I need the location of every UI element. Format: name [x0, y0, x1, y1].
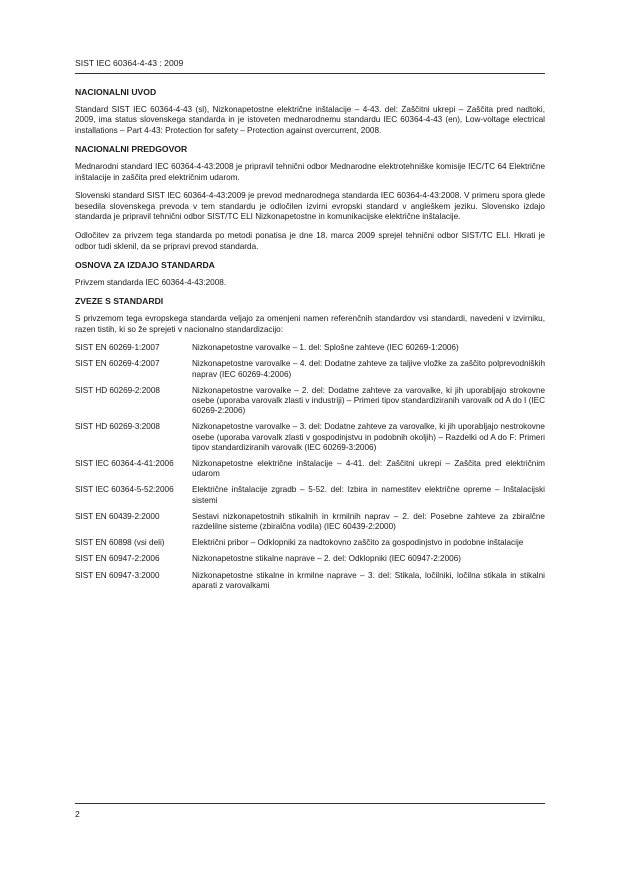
running-header: SIST IEC 60364-4-43 : 2009: [75, 58, 184, 68]
paragraph: S privzemom tega evropskega standarda veljajo za omenjeni namen referenčnih standardov vsi standardi, navedeni v izvirniku, razen tistih, ki so že sprejeti v nacionalno standardizacijo:: [75, 313, 545, 334]
standard-description: Električne inštalacije zgradb – 5-52. del: Izbira in namestitev električne opreme – Inštalacijski sistemi: [192, 485, 545, 505]
standard-code: SIST HD 60269-3:2008: [75, 422, 160, 432]
standard-code: SIST EN 60947-3:2000: [75, 570, 160, 580]
standard-description: Nizkonapetostne varovalke – 4. del: Dodatne zahteve za taljive vložke za zaščito polprevodniških naprav (IEC 60269-4:2006): [192, 359, 545, 379]
page-number: 2: [75, 809, 80, 819]
standard-description: Nizkonapetostne varovalke – 2. del: Dodatne zahteve za varovalke, ki jih uporabljajo strokovne osebe (uporaba varovalk zlasti v industriji) – Primeri tipov standardiziranih varovalk od A do I (IEC 60269-2:2006): [192, 385, 545, 416]
paragraph: Privzem standarda IEC 60364-4-43:2008.: [75, 277, 227, 287]
table-row: [75, 554, 545, 570]
section-heading: OSNOVA ZA IZDAJO STANDARDA: [75, 260, 215, 271]
footer-rule: [75, 803, 545, 804]
table-row: [75, 538, 545, 554]
standard-code: SIST IEC 60364-4-41:2006: [75, 458, 174, 468]
standard-description: Nizkonapetostne električne inštalacije – 4-41. del: Zaščitni ukrepi – Zaščita pred električnim udarom: [192, 458, 545, 479]
section-heading: NACIONALNI PREDGOVOR: [75, 144, 188, 155]
standard-code: SIST IEC 60364-5-52:2006: [75, 485, 174, 495]
table-row: [75, 359, 545, 385]
table-row: [75, 422, 545, 459]
standard-code: SIST EN 60898 (vsi deli): [75, 538, 165, 548]
standard-code: SIST EN 60439-2:2000: [75, 511, 160, 521]
section-nacionalni-uvod: [75, 87, 545, 136]
section-heading: ZVEZE S STANDARDI: [75, 296, 164, 307]
standard-description: Električni pribor – Odklopniki za nadtokovno zaščito za gospodinjstvo in podobne inštalacije: [192, 538, 524, 548]
standard-description: Sestavi nizkonapetostnih stikalnih in krmilnih naprav – 2. del: Posebne zahteve za zbiralčne razdelilne sisteme (zbiralčna vodila) (IEC 60439-2:2000): [192, 511, 545, 531]
reference-table: [75, 343, 545, 597]
section-zveze: [75, 296, 545, 597]
paragraph: Slovenski standard SIST IEC 60364-4-43:2009 je prevod mednarodnega standarda IEC 60364-4-43:2008. V primeru spora glede besedila slovenskega prevoda v tem standardu je odločilen izvirni evropski standard v angleškem jeziku. Slovensko izdajo standarda je pripravil tehnični odbor SIST/TC ELI Nizkonapetostne in komunikacijske električne inštalacije.: [75, 191, 545, 222]
standard-code: SIST EN 60269-4:2007: [75, 359, 160, 369]
table-row: [75, 386, 545, 423]
table-row: [75, 459, 545, 485]
section-nacionalni-predgovor: [75, 144, 545, 252]
paragraph: Mednarodni standard IEC 60364-4-43:2008 je pripravil tehnični odbor Mednarodne elektrotehniške komisije IEC/TC 64 Električne inštalacije in zaščita pred električnim udarom.: [75, 161, 545, 182]
standard-description: Nizkonapetostne stikalne in krmilne naprave – 3. del: Stikala, ločilniki, ločilna stikala in stikalni aparati z varovalkami: [192, 570, 545, 590]
page-content: [75, 87, 545, 603]
standard-code: SIST HD 60269-2:2008: [75, 385, 160, 395]
standard-description: Nizkonapetostne stikalne naprave – 2. del: Odklopniki (IEC 60947-2:2006): [192, 554, 461, 564]
table-row: [75, 571, 545, 597]
table-row: [75, 512, 545, 538]
header-rule: [75, 73, 545, 74]
section-osnova: [75, 260, 545, 288]
paragraph: Odločitev za privzem tega standarda po metodi ponatisa je dne 18. marca 2009 sprejel tehnični odbor SIST/TC ELI. Hkrati je odbor tudi sklenil, da se pripravi prevod standarda.: [75, 230, 545, 251]
standard-code: SIST EN 60269-1:2007: [75, 343, 160, 353]
section-heading: NACIONALNI UVOD: [75, 87, 157, 97]
standard-description: Nizkonapetostne varovalke – 1. del: Splošne zahteve (IEC 60269-1:2006): [192, 343, 459, 353]
paragraph: Standard SIST IEC 60364-4-43 (sl), Nizkonapetostne električne inštalacije – 4-43. del: Zaščitni ukrepi – Zaščita pred nadtoki, 2009, ima status slovenskega standarda in je istoveten mednarodnemu standardu IEC 60364-4-43 (en), Low-voltage electrical installations – Part 4-43: Protection for safety – Protection against overcurrent, 2008.: [75, 104, 545, 135]
standard-code: SIST EN 60947-2:2006: [75, 554, 160, 564]
table-row: [75, 343, 545, 359]
table-row: [75, 485, 545, 511]
standard-description: Nizkonapetostne varovalke – 3. del: Dodatne zahteve za varovalke, ki jih uporabljajo nestrokovne osebe (uporaba varovalk zlasti v gospodinjstvu in podobnih okoljih) – Razdelki od A do F: Primeri tipov standardiziranih varovalk (IEC 60269-3:2006): [192, 422, 545, 452]
